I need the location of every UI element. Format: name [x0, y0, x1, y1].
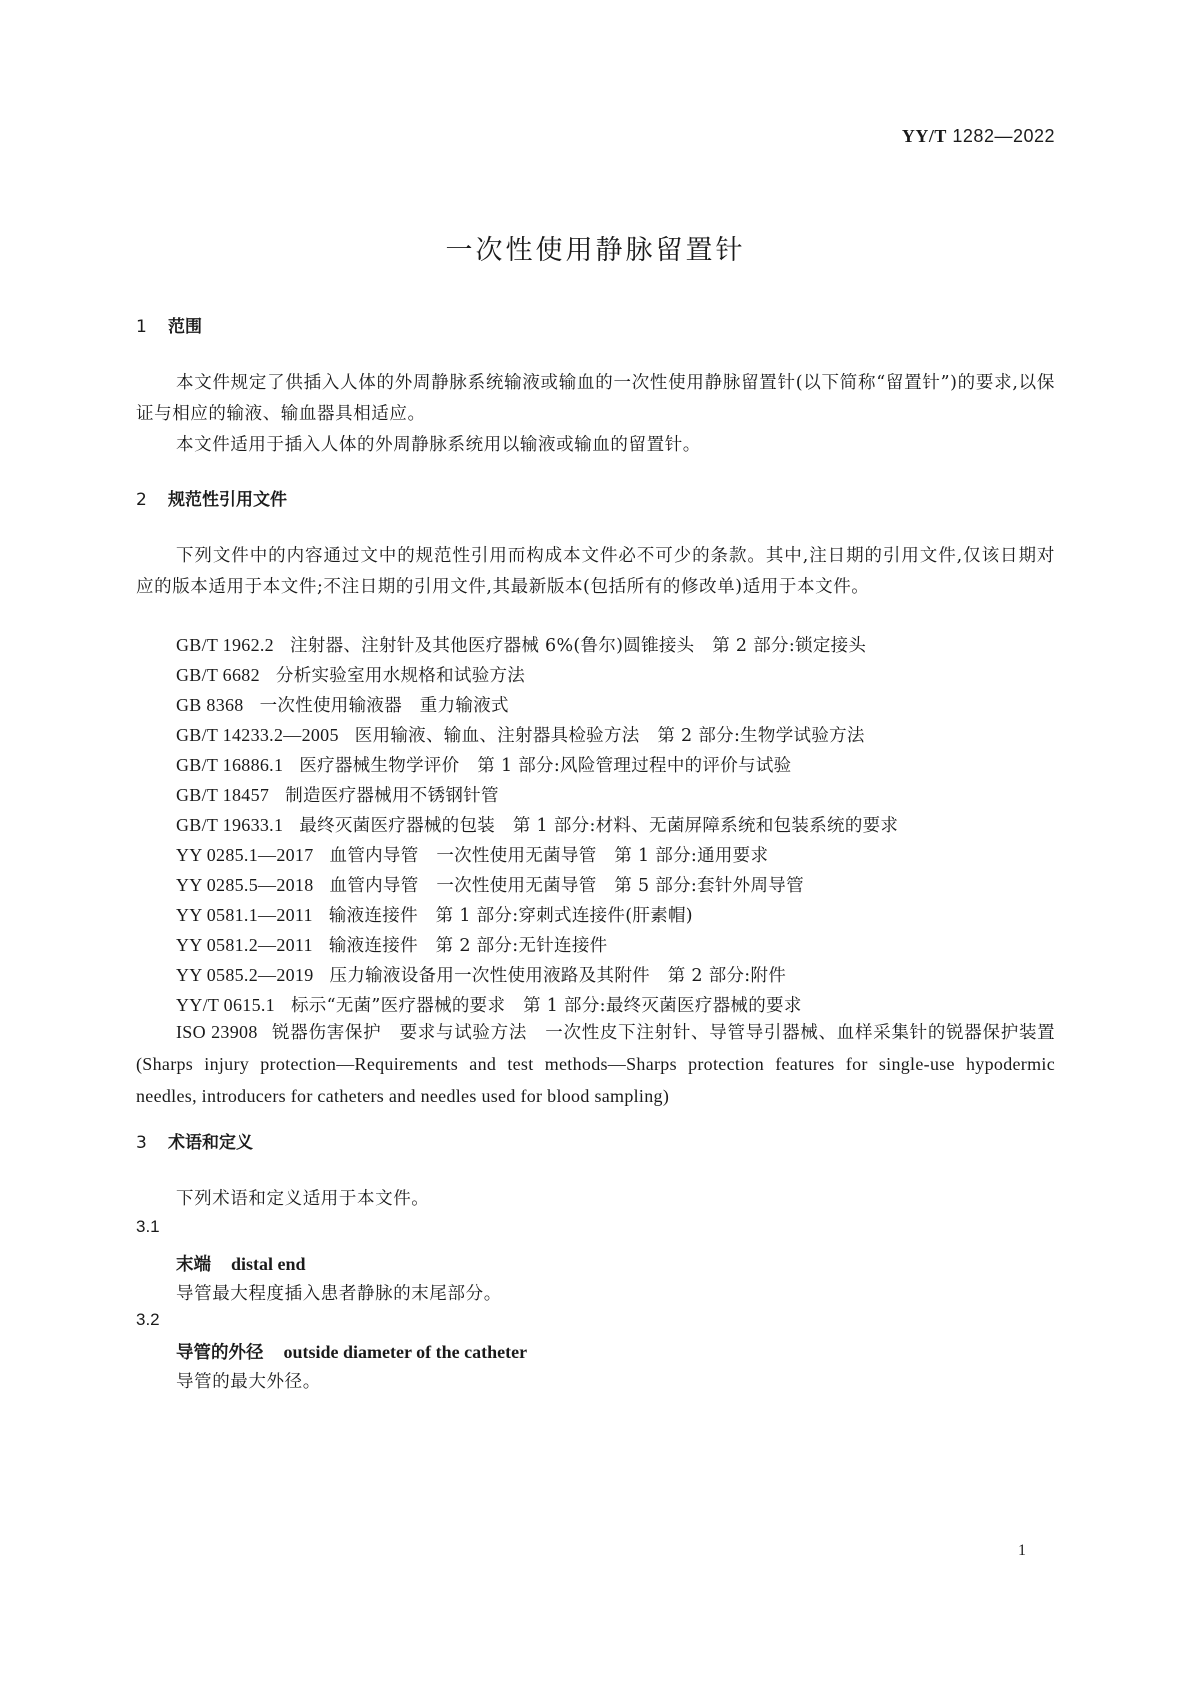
reference-title: 血管内导管 一次性使用无菌导管 第 1 部分:通用要求 [329, 846, 769, 866]
reference-title: 医疗器械生物学评价 第 1 部分:风险管理过程中的评价与试验 [299, 756, 792, 776]
reference-item [176, 842, 768, 867]
standard-number: 1282—2022 [952, 126, 1055, 146]
terms-intro: 下列术语和定义适用于本文件。 [176, 1189, 430, 1209]
reference-item [176, 902, 693, 927]
term-title [176, 1251, 306, 1276]
standard-code [902, 126, 1055, 147]
reference-title: 医用输液、输血、注射器具检验方法 第 2 部分:生物学试验方法 [354, 726, 865, 746]
page-number: 1 [1018, 1542, 1026, 1559]
scope-paragraph-1: 本文件规定了供插入人体的外周静脉系统输液或输血的一次性使用静脉留置针(以下简称“留置针”)的要求,以保证与相应的输液、输血器具相适应。 [136, 373, 1055, 424]
section-heading-terms [136, 1128, 253, 1153]
reference-item [176, 692, 509, 717]
reference-code: GB/T 19633.1 [176, 815, 284, 835]
reference-title: 压力输液设备用一次性使用液路及其附件 第 2 部分:附件 [329, 966, 787, 986]
reference-title: 制造医疗器械用不锈钢针管 [285, 786, 499, 806]
reference-code: YY 0581.1—2011 [176, 905, 313, 925]
reference-code: GB 8368 [176, 695, 244, 715]
section-number: 2 [136, 490, 147, 510]
document-title: 一次性使用静脉留置针 [445, 235, 746, 266]
section-number: 3 [136, 1133, 147, 1153]
reference-title: 输液连接件 第 1 部分:穿刺式连接件(肝素帽) [328, 906, 693, 926]
reference-item [176, 962, 786, 987]
reference-code: YY 0285.5—2018 [176, 875, 314, 895]
reference-item-iso [136, 1017, 1055, 1113]
reference-item [176, 752, 791, 777]
reference-title: 输液连接件 第 2 部分:无针连接件 [328, 936, 608, 956]
reference-code: YY/T 0615.1 [176, 995, 275, 1015]
reference-code: GB/T 1962.2 [176, 635, 274, 655]
term-en: distal end [231, 1254, 306, 1274]
reference-title: 血管内导管 一次性使用无菌导管 第 5 部分:套针外周导管 [329, 876, 804, 896]
section-title: 术语和定义 [168, 1133, 253, 1153]
reference-code: GB/T 18457 [176, 785, 270, 805]
reference-title-en: (Sharps injury protection—Requirements and test methods—Sharps protection features for single-use hypodermic needles, introducers for catheters and needles used for blood sampling) [136, 1054, 1055, 1106]
reference-title: 注射器、注射针及其他医疗器械 6%(鲁尔)圆锥接头 第 2 部分:锁定接头 [289, 636, 867, 656]
term-number: 3.2 [136, 1310, 160, 1329]
term-number: 3.1 [136, 1217, 160, 1236]
reference-title: 标示“无菌”医疗器械的要求 第 1 部分:最终灭菌医疗器械的要求 [290, 996, 802, 1016]
reference-code: YY 0285.1—2017 [176, 845, 314, 865]
reference-title-cn: 锐器伤害保护 要求与试验方法 一次性皮下注射针、导管导引器械、血样采集针的锐器保护装置 [271, 1023, 1055, 1043]
section-title: 范围 [168, 317, 202, 337]
term-definition: 导管的最大外径。 [176, 1372, 321, 1392]
reference-item [176, 872, 804, 897]
reference-code: YY 0585.2—2019 [176, 965, 314, 985]
reference-item [176, 932, 607, 957]
reference-code: YY 0581.2—2011 [176, 935, 313, 955]
reference-code: ISO 23908 [176, 1022, 258, 1042]
references-intro: 下列文件中的内容通过文中的规范性引用而构成本文件必不可少的条款。其中,注日期的引用文件,仅该日期对应的版本适用于本文件;不注日期的引用文件,其最新版本(包括所有的修改单)适用于本文件。 [136, 546, 1055, 597]
term-cn: 导管的外径 [176, 1343, 264, 1363]
reference-item [176, 992, 802, 1017]
reference-item [176, 812, 898, 837]
reference-title: 一次性使用输液器 重力输液式 [259, 696, 509, 716]
reference-title: 分析实验室用水规格和试验方法 [275, 666, 526, 686]
reference-item [176, 632, 866, 657]
term-title [176, 1339, 527, 1364]
term-definition: 导管最大程度插入患者静脉的末尾部分。 [176, 1284, 502, 1304]
section-title: 规范性引用文件 [168, 490, 287, 510]
section-heading-scope [136, 312, 202, 337]
reference-code: GB/T 6682 [176, 665, 260, 685]
scope-paragraph-2: 本文件适用于插入人体的外周静脉系统用以输液或输血的留置针。 [176, 435, 701, 455]
reference-code: GB/T 16886.1 [176, 755, 284, 775]
section-number: 1 [136, 317, 147, 337]
reference-code: GB/T 14233.2—2005 [176, 725, 339, 745]
reference-item [176, 722, 865, 747]
reference-item [176, 662, 525, 687]
reference-item [176, 782, 499, 807]
term-cn: 末端 [176, 1255, 211, 1275]
term-en: outside diameter of the catheter [283, 1342, 528, 1362]
section-heading-normative-references [136, 485, 287, 510]
standard-prefix: YY/T [901, 126, 947, 146]
reference-title: 最终灭菌医疗器械的包装 第 1 部分:材料、无菌屏障系统和包装系统的要求 [299, 816, 899, 836]
